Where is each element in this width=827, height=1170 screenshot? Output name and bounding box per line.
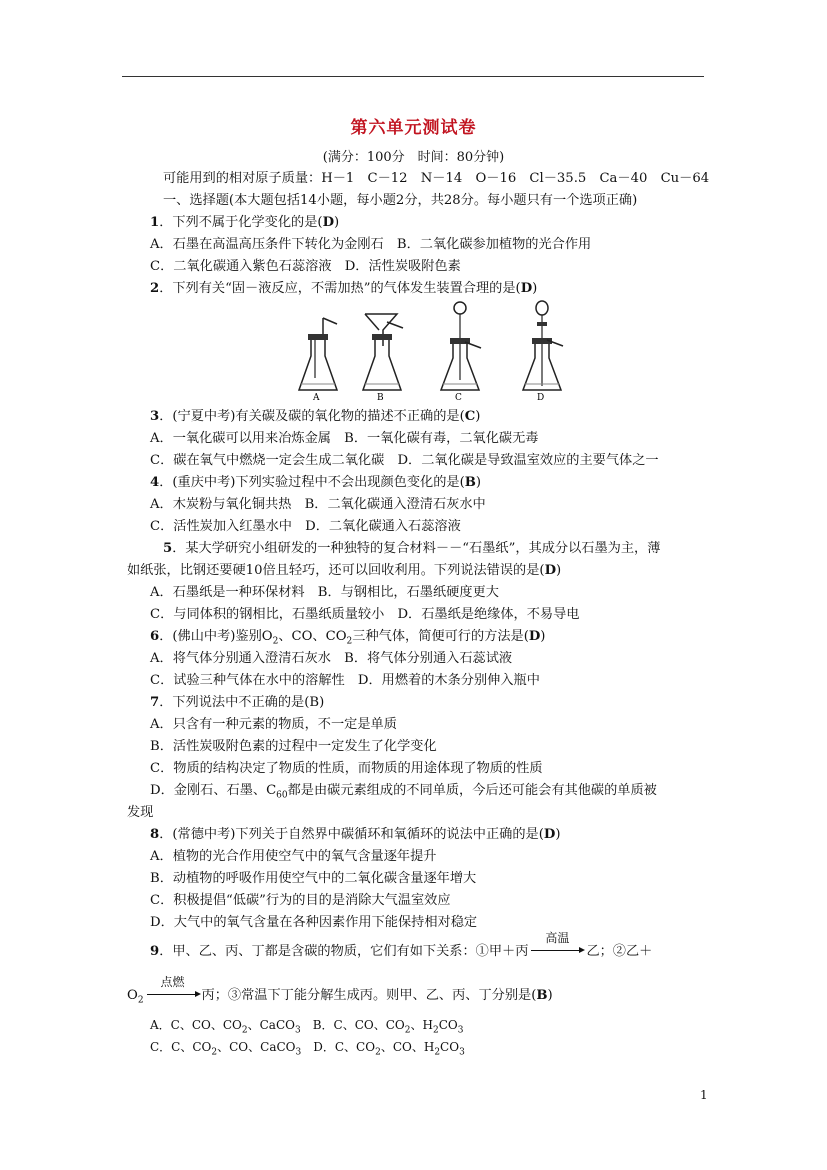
- q8-option-a: A．植物的光合作用使空气中的氧气含量逐年提升: [150, 849, 437, 864]
- q5-options-cd: C．与同体积的钢相比，石墨纸质量较小 D．石墨纸是绝缘体，不易导电: [150, 607, 580, 622]
- q8-option-b: B．动植物的呼吸作用使空气中的二氧化碳含量逐年增大: [150, 871, 477, 886]
- question-6: 6．(佛山中考)鉴别$O_2$、CO、$CO_2$三种气体，简便可行的方法是(D): [150, 629, 546, 647]
- q6-options-ab: A．将气体分别通入澄清石灰水 B．将气体分别通入石蕊试液: [150, 651, 513, 666]
- q3-options-cd: C．碳在氧气中燃烧一定会生成二氧化碳 D．二氧化碳是导致温室效应的主要气体之一: [150, 453, 659, 468]
- label-a: A: [313, 393, 320, 402]
- q7-option-d-cont: 发现: [127, 805, 154, 820]
- question-2: 2．下列有关“固－液反应，不需加热”的气体发生装置合理的是(D): [150, 281, 538, 296]
- q7-option-d: D．金刚石、石墨、$C_{60}$都是由碳元素组成的不同单质，今后还可能会有其他碳的单质被: [150, 783, 657, 801]
- q1-options-cd: C．二氧化碳通入紫色石蕊溶液 D．活性炭吸附色素: [150, 259, 461, 274]
- question-3: 3．(宁夏中考)有关碳及碳的氧化物的描述不正确的是(C): [150, 409, 481, 424]
- q8-option-d: D．大气中的氧气含量在各种因素作用下能保持相对稳定: [150, 915, 478, 930]
- apparatus-d-icon: [517, 298, 567, 402]
- question-1: 1．下列不属于化学变化的是(D): [150, 215, 340, 230]
- page-subtitle: (满分：100分 时间：80分钟): [322, 150, 505, 165]
- q4-options-ab: A．木炭粉与氧化铜共热 B．二氧化碳通入澄清石灰水中: [150, 497, 486, 512]
- apparatus-b-icon: [357, 298, 407, 402]
- q9-options-cd: C．C、$CO_2$、CO、CaCO$_3$ D．C、$CO_2$、CO、$H_2CO_3$: [150, 1040, 465, 1058]
- question-7: 7．下列说法中不正确的是(B): [150, 695, 325, 710]
- label-c: C: [455, 393, 462, 402]
- label-b: B: [377, 393, 384, 402]
- q7-option-a: A．只含有一种元素的物质，不一定是单质: [150, 717, 397, 732]
- question-4: 4．(重庆中考)下列实验过程中不会出现颜色变化的是(B): [150, 475, 482, 490]
- question-5: 5．某大学研究小组研发的一种独特的复合材料－－“石墨纸”，其成分以石墨为主，薄: [163, 541, 661, 556]
- page-title: 第六单元测试卷: [350, 118, 477, 138]
- atomic-masses: 可能用到的相对原子质量：H－1 C－12 N－14 O－16 Cl－35.5 Ca－40 Cu－64: [163, 171, 710, 186]
- apparatus-a-icon: [293, 298, 343, 402]
- q3-options-ab: A．一氧化碳可以用来冶炼金属 B．一氧化碳有毒，二氧化碳无毒: [150, 431, 539, 446]
- q7-option-b: B．活性炭吸附色素的过程中一定发生了化学变化: [150, 739, 437, 754]
- question-8: 8．(常德中考)下列关于自然界中碳循环和氧循环的说法中正确的是(D): [150, 827, 561, 842]
- q1-options-ab: A．石墨在高温高压条件下转化为金刚石 B．二氧化碳参加植物的光合作用: [150, 237, 592, 252]
- q4-options-cd: C．活性炭加入红墨水中 D．二氧化碳通入石蕊溶液: [150, 519, 461, 534]
- page-number: 1: [700, 1088, 708, 1102]
- q6-options-cd: C．试验三种气体在水中的溶解性 D．用燃着的木条分别伸入瓶中: [150, 673, 540, 688]
- question-9-cont: $O_2$ 点燃 丙；③常温下丁能分解生成丙。则甲、乙、丙、丁分别是(B): [127, 975, 553, 1006]
- header-rule: [122, 76, 704, 77]
- question-9: 9．甲、乙、丙、丁都是含碳的物质，它们有如下关系：①甲＋丙 高温 乙；②乙＋: [150, 931, 653, 959]
- section-heading: 一、选择题(本大题包括14小题，每小题2分，共28分。每小题只有一个选项正确): [163, 193, 638, 208]
- label-d: D: [537, 393, 545, 402]
- q9-options-ab: A．C、CO、$CO_2$、CaCO$_3$ B．C、CO、$CO_2$、$H_2CO_3$: [150, 1018, 464, 1036]
- question-5-cont: 如纸张，比钢还要硬10倍且轻巧，还可以回收利用。下列说法错误的是(D): [127, 563, 562, 578]
- q5-options-ab: A．石墨纸是一种环保材料 B．与钢相比，石墨纸硬度更大: [150, 585, 499, 600]
- apparatus-c-icon: [435, 298, 485, 402]
- q8-option-c: C．积极提倡“低碳”行为的目的是消除大气温室效应: [150, 893, 451, 908]
- apparatus-figures: [285, 298, 575, 402]
- q7-option-c: C．物质的结构决定了物质的性质，而物质的用途体现了物质的性质: [150, 761, 543, 776]
